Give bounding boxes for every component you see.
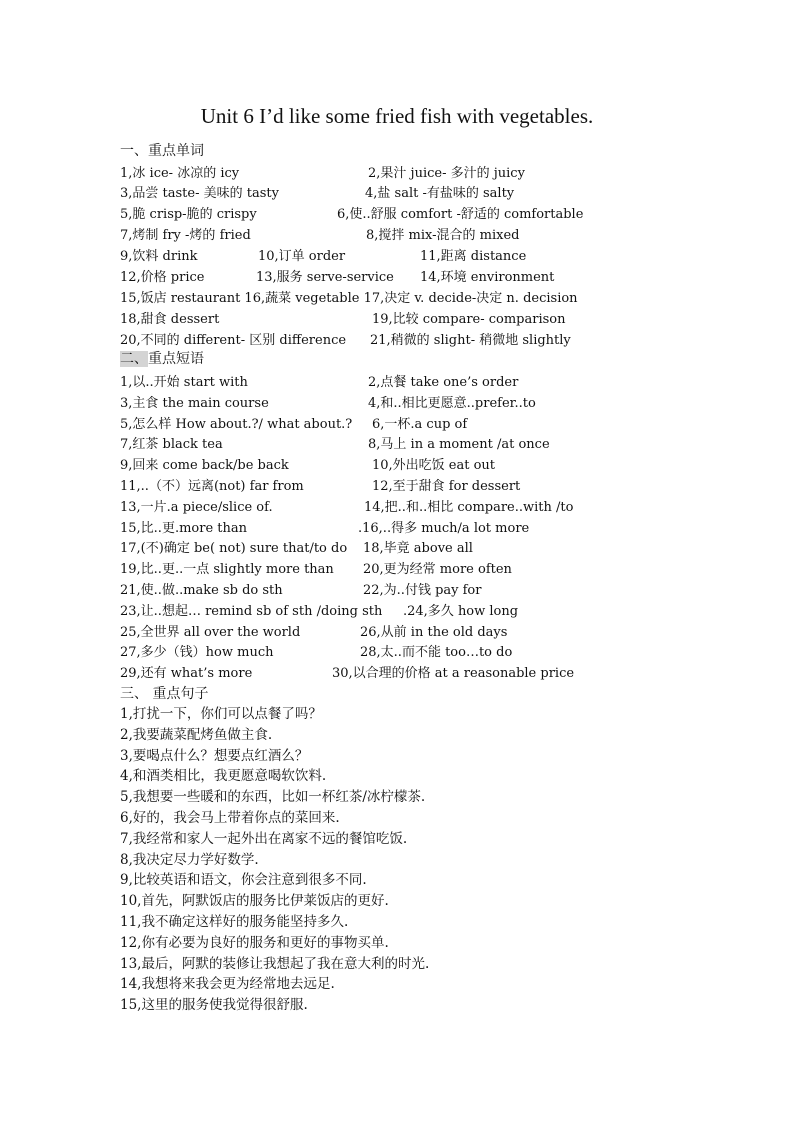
- word-entry: 5,脆 crisp-脆的 crispy: [120, 207, 257, 222]
- phrase-entry: 26,从前 in the old days: [360, 624, 508, 640]
- phrase-entry: 6,一杯.a cup of: [372, 416, 468, 432]
- section-heading-phrases: [120, 348, 204, 368]
- word-entry: 19,比较 compare- comparison: [372, 312, 566, 327]
- word-entry: 3,品尝 taste- 美味的 tasty: [120, 186, 279, 201]
- sentence-item: 14,我想将来我会更为经常地去远足.: [120, 976, 335, 993]
- phrase-entry: 18,毕竟 above all: [363, 541, 473, 557]
- phrase-entry: 21,使..做..make sb do sth: [120, 583, 283, 598]
- phrase-entry: 22,为..付钱 pay for: [363, 583, 482, 598]
- sentence-item: 5,我想要一些暖和的东西，比如一杯红茶/冰柠檬茶.: [120, 789, 426, 806]
- sentence-item: 7,我经常和家人一起外出在离家不远的餐馆吃饭.: [120, 830, 408, 847]
- word-entry: 20,不同的 different- 区别 difference: [120, 333, 347, 348]
- sentence-item: 6,好的，我会马上带着你点的菜回来.: [120, 810, 340, 826]
- word-entry: 6,使..舒服 comfort -舒适的 comfortable: [337, 207, 584, 222]
- sentence-item: 15,这里的服务使我觉得很舒服.: [120, 997, 308, 1014]
- word-entry: 4,盐 salt -有盐味的 salty: [365, 186, 515, 201]
- sentence-item: 11,我不确定这样好的服务能坚持多久.: [120, 914, 349, 930]
- sentence-item: 10,首先，阿默饭店的服务比伊莱饭店的更好.: [120, 893, 389, 910]
- word-entry: 7,烤制 fry -烤的 fried: [120, 228, 251, 243]
- phrase-entry: 5,怎么样 How about.?/ what about.?: [120, 416, 353, 432]
- phrase-entry: 7,红茶 black tea: [120, 437, 223, 453]
- word-entry: 18,甜食 dessert: [120, 312, 220, 327]
- word-entry: 10,订单 order: [258, 249, 346, 264]
- phrase-entry: 14,把..和..相比 compare..with /to: [364, 499, 574, 515]
- word-entry: 11,距离 distance: [420, 249, 527, 264]
- word-entry: 8,搅拌 mix-混合的 mixed: [366, 228, 520, 243]
- sentence-item: 13,最后，阿默的装修让我想起了我在意大利的时光.: [120, 955, 430, 972]
- word-entry: 21,稍微的 slight- 稍微地 slightly: [370, 333, 571, 348]
- phrase-entry: 15,比..更.more than: [120, 520, 247, 536]
- phrase-entry: .16,..得多 much/a lot more: [358, 520, 530, 536]
- phrase-entry: .24,多久 how long: [403, 603, 519, 619]
- phrase-entry: 20,更为经常 more often: [363, 562, 512, 578]
- heading-highlight: 二、: [120, 351, 148, 367]
- phrase-entry: 2,点餐 take one’s order: [368, 375, 519, 390]
- phrase-entry: 1,以..开始 start with: [120, 375, 248, 390]
- section-heading-words: 一、重点单词: [120, 143, 204, 159]
- sentence-item: 1,打扰一下，你们可以点餐了吗？: [120, 706, 322, 722]
- phrase-entry: 28,太..而不能 too…to do: [360, 645, 513, 661]
- sentence-item: 3,要喝点什么？想要点红酒么？: [120, 747, 309, 764]
- phrase-entry: 25,全世界 all over the world: [120, 624, 301, 640]
- word-entry: 12,价格 price: [120, 270, 205, 285]
- sentence-item: 9,比较英语和语文，你会注意到很多不同.: [120, 872, 367, 889]
- word-entry: 13,服务 serve-service: [256, 270, 394, 285]
- page-title: Unit 6 I’d like some fried fish with vegetables.: [200, 104, 594, 128]
- word-entry: 14,环境 environment: [420, 270, 555, 285]
- phrase-entry: 17,(不)确定 be( not) sure that/to do: [120, 541, 348, 557]
- phrase-entry: 4,和..相比更愿意..prefer..to: [368, 395, 536, 411]
- word-entry: 15,饭店 restaurant 16,蔬菜 vegetable 17,决定 v. decide-决定 n. decision: [120, 291, 578, 306]
- word-entry: 9,饮料 drink: [120, 249, 198, 264]
- word-entry: 1,冰 ice- 冰凉的 icy: [120, 166, 240, 181]
- phrase-entry: 23,让..想起… remind sb of sth /doing sth: [120, 603, 383, 619]
- word-entry: 2,果汁 juice- 多汁的 juicy: [368, 166, 525, 181]
- sentence-item: 12,你有必要为良好的服务和更好的事物买单.: [120, 934, 389, 951]
- phrase-entry: 12,至于甜食 for dessert: [372, 479, 521, 494]
- phrase-entry: 10,外出吃饭 eat out: [372, 458, 496, 474]
- phrase-entry: 3,主食 the main course: [120, 395, 269, 411]
- sentence-item: 8,我决定尽力学好数学.: [120, 851, 259, 868]
- phrase-entry: 11,..（不）远离(not) far from: [120, 479, 304, 494]
- phrase-entry: 8,马上 in a moment /at once: [368, 437, 550, 453]
- heading-text: 重点短语: [148, 351, 204, 367]
- phrase-entry: 13,一片.a piece/slice of.: [120, 499, 273, 515]
- phrase-entry: 27,多少（钱）how much: [120, 645, 274, 661]
- sentence-item: 4,和酒类相比，我更愿意喝软饮料.: [120, 768, 327, 785]
- phrase-entry: 30,以合理的价格 at a reasonable price: [332, 666, 575, 682]
- section-heading-sentences: 三、 重点句子: [120, 686, 209, 702]
- phrase-entry: 9,回来 come back/be back: [120, 458, 289, 474]
- phrase-entry: 29,还有 what’s more: [120, 666, 253, 682]
- sentence-item: 2,我要蔬菜配烤鱼做主食.: [120, 726, 273, 743]
- phrase-entry: 19,比..更..一点 slightly more than: [120, 562, 334, 578]
